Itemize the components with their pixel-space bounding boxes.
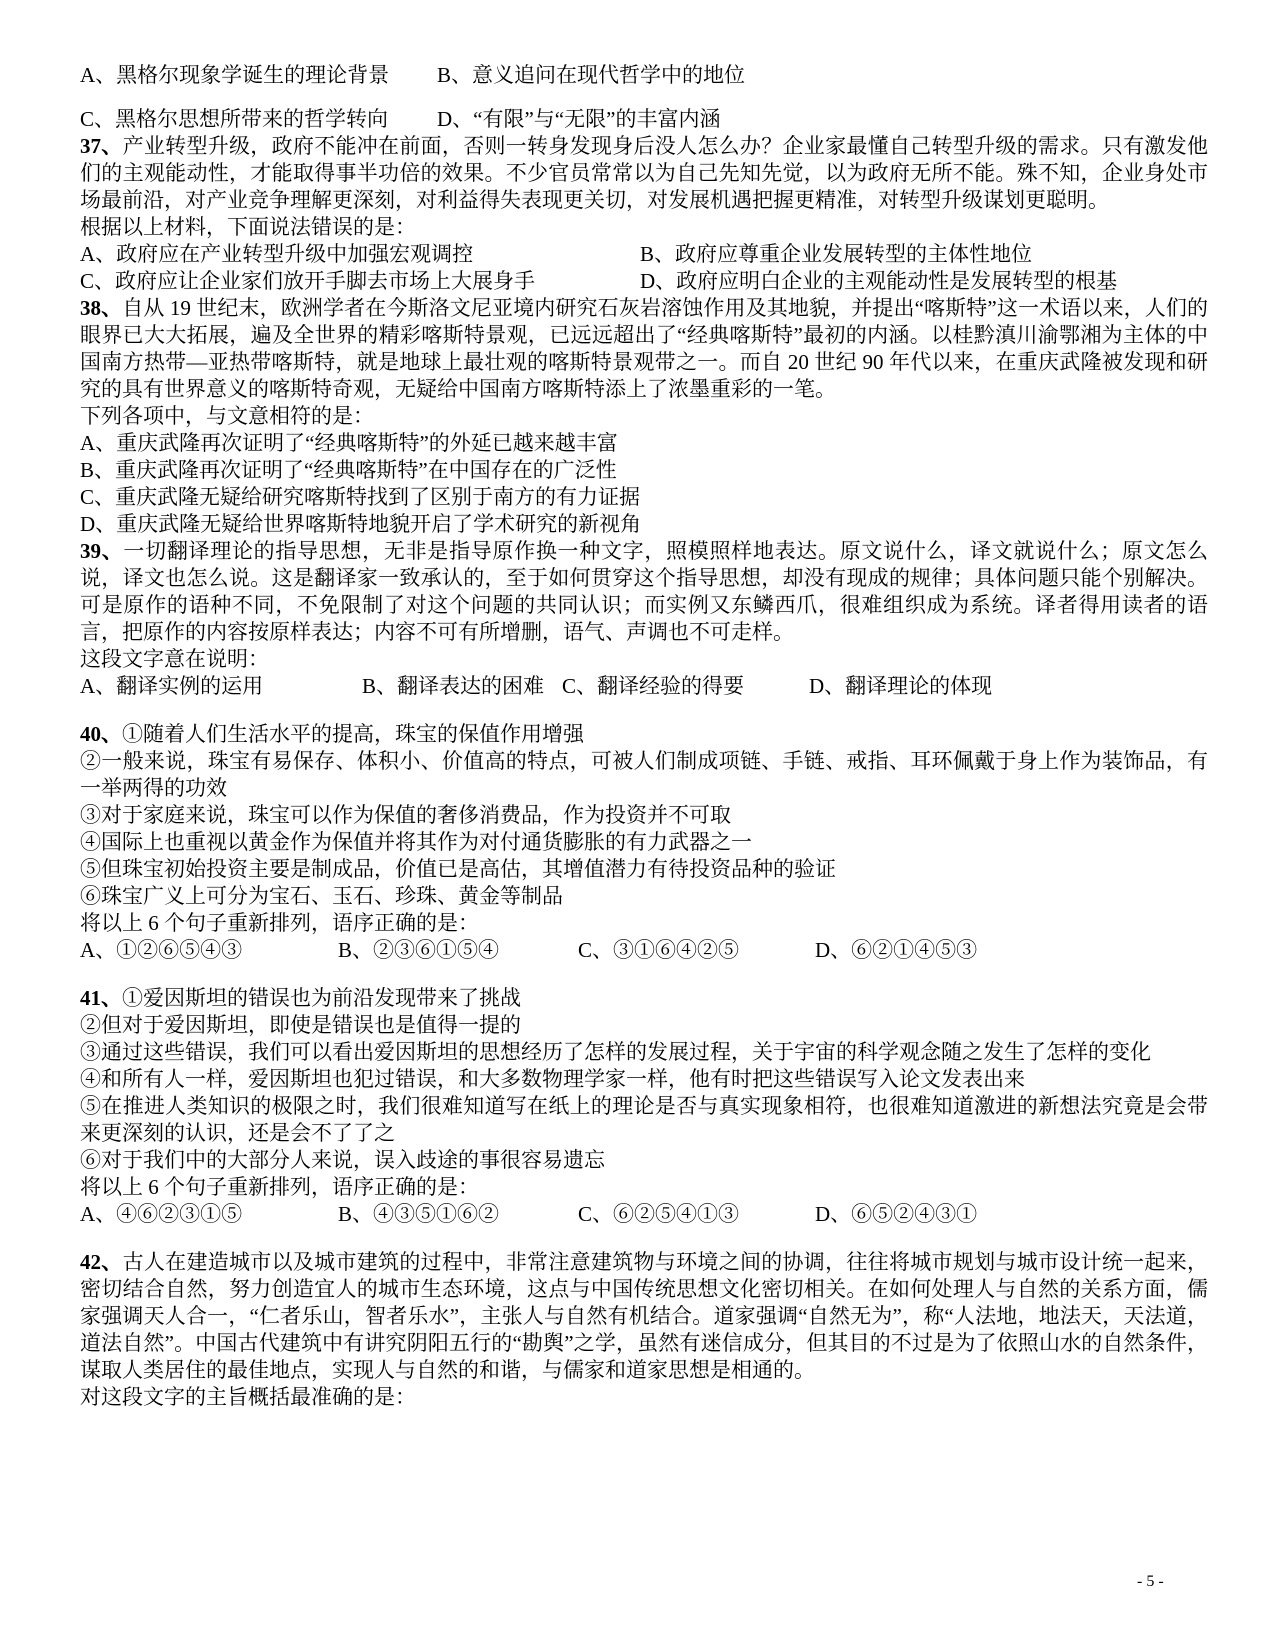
question-38-body <box>80 295 1208 403</box>
question-40-sentence-6: ⑥珠宝广义上可分为宝石、玉石、珍珠、黄金等制品 <box>80 884 563 908</box>
question-39-option-a: A、翻译实例的运用 <box>80 674 264 698</box>
spacer <box>80 89 1208 106</box>
question-41-sentence-1-text: ①爱因斯坦的错误也为前沿发现带来了挑战 <box>122 986 521 1010</box>
question-40-sentence-2: ②一般来说，珠宝有易保存、体积小、价值高的特点，可被人们制成项链、手链、戒指、耳环佩戴于身上作为装饰品，有一举两得的功效 <box>80 749 1208 800</box>
question-37-option-d: D、政府应明白企业的主观能动性是发展转型的根基 <box>640 269 1118 293</box>
question-38-text: 自从 19 世纪末，欧洲学者在今斯洛文尼亚境内研究石灰岩溶蚀作用及其地貌，并提出“喀斯特”这一术语以来，人们的眼界已大大拓展，遍及全世界的精彩喀斯特景观，已远远超出了“经典喀斯特”最初的内涵。以桂黔滇川渝鄂湘为主体的中国南方热带—亚热带喀斯特，就是地球上最壮观的喀斯特景观带之一。而自 20 世纪 90 年代以来，在重庆武隆被发现和研究的具有世界意义的喀斯特奇观，无疑给中国南方喀斯特添上了浓墨重彩的一笔。 <box>80 296 1209 401</box>
question-37-text: 产业转型升级，政府不能冲在前面，否则一转身发现身后没人怎么办？企业家最懂自己转型升级的需求。只有激发他们的主观能动性，才能取得事半功倍的效果。不少官员常常以为自己先知先觉，以为政府无所不能。殊不知，企业身处市场最前沿，对产业竞争理解更深刻，对利益得失表现更关切，对发展机遇把握更精准，对转型升级谋划更聪明。 <box>80 134 1208 212</box>
question-37-option-b: B、政府应尊重企业发展转型的主体性地位 <box>640 242 1033 266</box>
question-41-options-row <box>80 1201 1208 1228</box>
question-39-number: 39、 <box>80 539 124 563</box>
question-40-sentence-1 <box>80 721 1208 748</box>
question-40-sentence-1-text: ①随着人们生活水平的提高，珠宝的保值作用增强 <box>122 722 584 746</box>
exam-text-column <box>80 62 1208 1411</box>
question-36-option-c: C、黑格尔思想所带来的哲学转向 <box>80 107 389 131</box>
question-37-stem: 根据以上材料，下面说法错误的是： <box>80 215 416 239</box>
question-38-option-c: C、重庆武隆无疑给研究喀斯特找到了区别于南方的有力证据 <box>80 485 641 509</box>
spacer <box>80 1228 1208 1249</box>
question-40-sentence-5: ⑤但珠宝初始投资主要是制成品，价值已是高估，其增值潜力有待投资品种的验证 <box>80 857 836 881</box>
question-40-stem: 将以上 6 个句子重新排列，语序正确的是： <box>80 911 479 935</box>
question-41-option-c: C、⑥②⑤④①③ <box>578 1202 740 1226</box>
question-37-options-row-ab <box>80 241 1208 268</box>
question-38-option-b: B、重庆武隆再次证明了“经典喀斯特”在中国存在的广泛性 <box>80 458 617 482</box>
question-40-options-row <box>80 937 1208 964</box>
page-number: - 5 - <box>1137 1573 1164 1590</box>
question-42-body <box>80 1249 1208 1384</box>
question-40-option-d: D、⑥②①④⑤③ <box>815 938 978 962</box>
question-42-number: 42、 <box>80 1250 123 1274</box>
question-39-text: 一切翻译理论的指导思想，无非是指导原作换一种文字，照模照样地表达。原文说什么，译文就说什么；原文怎么说，译文也怎么说。这是翻译家一致承认的，至于如何贯穿这个指导思想，却没有现成的规律；具体问题只能个别解决。可是原作的语种不同，不免限制了对这个问题的共同认识；而实例又东鳞西爪，很难组织成为系统。译者得用读者的语言，把原作的内容按原样表达；内容不可有所增删，语气、声调也不可走样。 <box>80 539 1209 644</box>
question-40-sentence-3: ③对于家庭来说，珠宝可以作为保值的奢侈消费品，作为投资并不可取 <box>80 803 731 827</box>
question-40-number: 40、 <box>80 722 122 746</box>
question-37-option-a: A、政府应在产业转型升级中加强宏观调控 <box>80 242 474 266</box>
question-37-body <box>80 133 1208 214</box>
question-36-option-a: A、黑格尔现象学诞生的理论背景 <box>80 63 390 87</box>
question-42-stem: 对这段文字的主旨概括最准确的是： <box>80 1385 416 1409</box>
question-37-number: 37、 <box>80 134 123 158</box>
question-40-option-b: B、②③⑥①⑤④ <box>338 938 500 962</box>
question-41-number: 41、 <box>80 986 122 1010</box>
question-38-option-a: A、重庆武隆再次证明了“经典喀斯特”的外延已越来越丰富 <box>80 431 618 455</box>
question-41-sentence-5: ⑤在推进人类知识的极限之时，我们很难知道写在纸上的理论是否与真实现象相符，也很难知道激进的新想法究竟是会带来更深刻的认识，还是会不了了之 <box>80 1094 1208 1145</box>
question-39-option-d: D、翻译理论的体现 <box>809 674 993 698</box>
question-39-option-b: B、翻译表达的困难 <box>362 674 545 698</box>
question-39-option-c: C、翻译经验的得要 <box>562 674 745 698</box>
question-41-sentence-4: ④和所有人一样，爱因斯坦也犯过错误，和大多数物理学家一样，他有时把这些错误写入论文发表出来 <box>80 1067 1025 1091</box>
spacer <box>80 700 1208 721</box>
question-36-option-b: B、意义追问在现代哲学中的地位 <box>437 63 746 87</box>
question-36-option-d: D、“有限”与“无限”的丰富内涵 <box>437 107 721 131</box>
question-41-sentence-2: ②但对于爱因斯坦，即使是错误也是值得一提的 <box>80 1013 521 1037</box>
question-37-options-row-cd <box>80 268 1208 295</box>
question-40-option-c: C、③①⑥④②⑤ <box>578 938 740 962</box>
question-41-option-b: B、④③⑤①⑥② <box>338 1202 500 1226</box>
question-41-sentence-6: ⑥对于我们中的大部分人来说，误入歧途的事很容易遗忘 <box>80 1148 605 1172</box>
question-37-option-c: C、政府应让企业家们放开手脚去市场上大展身手 <box>80 269 536 293</box>
question-42-text: 古人在建造城市以及城市建筑的过程中，非常注意建筑物与环境之间的协调，往往将城市规划与城市设计统一起来，密切结合自然，努力创造宜人的城市生态环境，这点与中国传统思想文化密切相关。在如何处理人与自然的关系方面，儒家强调天人合一，“仁者乐山，智者乐水”，主张人与自然有机结合。道家强调“自然无为”，称“人法地，地法天，天法道，道法自然”。中国古代建筑中有讲究阴阳五行的“勘舆”之学，虽然有迷信成分，但其目的不过是为了依照山水的自然条件，谋取人类居住的最佳地点，实现人与自然的和谐，与儒家和道家思想是相通的。 <box>80 1250 1208 1382</box>
question-39-body <box>80 538 1208 646</box>
question-40-option-a: A、①②⑥⑤④③ <box>80 938 243 962</box>
question-41-stem: 将以上 6 个句子重新排列，语序正确的是： <box>80 1175 479 1199</box>
question-36-options-row-ab <box>80 62 1208 89</box>
question-38-option-d: D、重庆武隆无疑给世界喀斯特地貌开启了学术研究的新视角 <box>80 512 642 536</box>
question-38-stem: 下列各项中，与文意相符的是： <box>80 404 374 428</box>
question-41-option-a: A、④⑥②③①⑤ <box>80 1202 243 1226</box>
question-39-stem: 这段文字意在说明： <box>80 647 269 671</box>
question-41-option-d: D、⑥⑤②④③① <box>815 1202 978 1226</box>
question-40-sentence-4: ④国际上也重视以黄金作为保值并将其作为对付通货膨胀的有力武器之一 <box>80 830 752 854</box>
question-41-sentence-1 <box>80 985 1208 1012</box>
question-41-sentence-3: ③通过这些错误，我们可以看出爱因斯坦的思想经历了怎样的发展过程，关于宇宙的科学观念随之发生了怎样的变化 <box>80 1040 1151 1064</box>
question-39-options-row <box>80 673 1208 700</box>
question-36-options-row-cd <box>80 106 1208 133</box>
question-38-number: 38、 <box>80 296 123 320</box>
spacer <box>80 964 1208 985</box>
